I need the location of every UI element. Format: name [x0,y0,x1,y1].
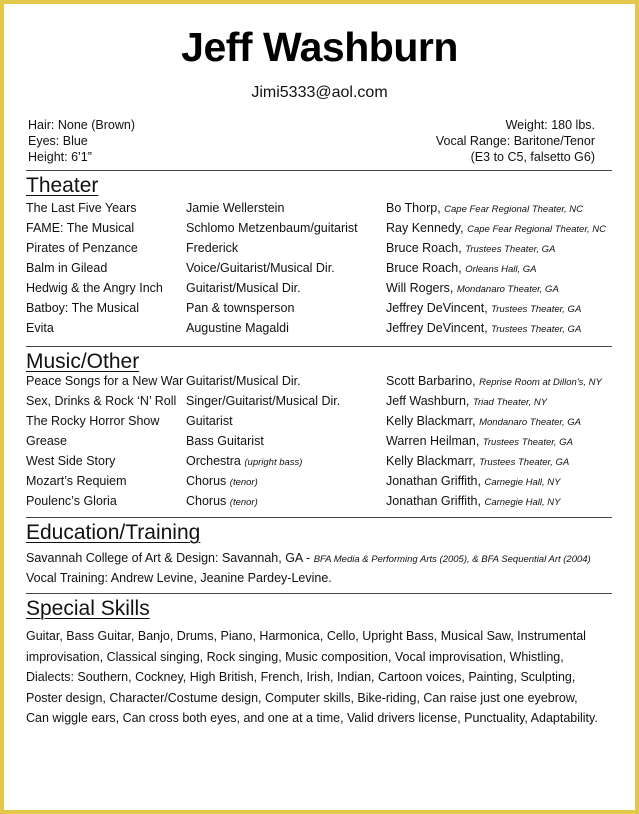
venue-name: Cape Fear Regional Theater, NC [444,204,584,215]
director-cell [386,301,581,315]
director-name: Ray Kennedy, [386,221,464,235]
physical-stats-right [436,117,595,165]
director-cell [386,221,606,235]
show-title: FAME: The Musical [26,221,135,235]
skills-line: improvisation, Classical singing, Rock singing, Music composition, Vocal improvisation, Whistling, [26,649,564,664]
director-cell [386,434,573,448]
role-name: Guitarist/Musical Dir. [186,281,301,295]
skills-list [26,626,612,729]
role-cell [186,201,284,215]
director-name: Bo Thorp, [386,201,441,215]
director-name: Bruce Roach, [386,241,462,255]
role-name: Jamie Wellerstein [186,201,285,215]
skills-line: Poster design, Character/Costume design, Computer skills, Bike-riding, Can raise just one eyebrow, [26,690,578,705]
theater-rule [26,170,612,171]
venue-name: Mondanaro Theater, GA [479,417,582,428]
role-cell [186,374,301,388]
director-name: Kelly Blackmarr, [386,454,476,468]
role-name: Pan & townsperson [186,301,295,315]
role-note: (upright bass) [244,457,303,468]
credit-row [26,321,616,341]
director-cell [386,494,561,508]
venue-name: Trustees Theater, GA [491,304,582,315]
role-cell [186,241,238,255]
education-line-2: Vocal Training: Andrew Levine, Jeanine Pardey-Levine. [26,571,332,585]
director-cell [386,394,547,408]
director-cell [386,201,583,215]
director-cell [386,454,569,468]
education-rule [26,517,612,518]
role-note: (tenor) [229,497,258,508]
vocal-range-detail: (E3 to C5, falsetto G6) [470,150,595,164]
show-title: West Side Story [26,454,116,468]
director-name: Will Rogers, [386,281,454,295]
director-cell [386,374,602,388]
skills-heading: Special Skills [26,597,150,620]
education-heading: Education/Training [26,521,201,544]
music-heading: Music/Other [26,350,140,373]
credit-row [26,454,616,474]
director-name: Bruce Roach, [386,261,462,275]
credit-row [26,494,616,514]
director-name: Jeff Washburn, [386,394,470,408]
role-cell [186,301,294,315]
director-cell [386,261,537,275]
venue-name: Carnegie Hall, NY [484,497,561,508]
show-title: Grease [26,434,67,448]
director-cell [386,321,581,335]
role-name: Schlomo Metzenbaum/guitarist [186,221,358,235]
show-title: Pirates of Penzance [26,241,138,255]
credit-row [26,434,616,454]
director-cell [386,241,555,255]
venue-name: Orleans Hall, GA [465,264,537,275]
credit-row [26,374,616,394]
venue-name: Trustees Theater, GA [479,457,570,468]
role-cell [186,454,302,468]
role-cell [186,494,258,508]
role-name: Singer/Guitarist/Musical Dir. [186,394,341,408]
role-cell [186,261,335,275]
director-name: Scott Barbarino, [386,374,476,388]
credit-row [26,414,616,434]
venue-name: Reprise Room at Dillon's, NY [479,377,602,388]
director-name: Kelly Blackmarr, [386,414,476,428]
credit-row [26,261,616,281]
role-cell [186,434,264,448]
venue-name: Trustees Theater, GA [465,244,556,255]
credit-row [26,221,616,241]
venue-name: Triad Theater, NY [472,397,548,408]
education-line-1 [26,551,591,565]
role-cell [186,221,358,235]
hair-stat: Hair: None (Brown) [28,118,135,132]
eyes-stat: Eyes: Blue [28,134,88,148]
role-cell [186,414,233,428]
role-cell [186,321,289,335]
credit-row [26,281,616,301]
show-title: Balm in Gilead [26,261,108,275]
show-title: Poulenc’s Gloria [26,494,117,508]
skills-line: Guitar, Bass Guitar, Banjo, Drums, Piano, Harmonica, Cello, Upright Bass, Musical Saw, Instrumental [26,629,586,643]
role-name: Bass Guitarist [186,434,264,448]
role-name: Augustine Magaldi [186,321,289,335]
director-name: Warren Heilman, [386,434,480,448]
role-name: Orchestra [186,454,241,468]
venue-name: Mondanaro Theater, GA [456,284,559,295]
role-name: Guitarist [186,414,233,428]
credit-row [26,474,616,494]
show-title: Hedwig & the Angry Inch [26,281,163,295]
music-table [26,374,616,514]
role-name: Chorus [186,494,227,508]
director-name: Jeffrey DeVincent, [386,321,488,335]
role-cell [186,281,301,295]
credit-row [26,394,616,414]
weight-stat: Weight: 180 lbs. [505,118,595,132]
skills-line: Can wiggle ears, Can cross both eyes, and one at a time, Valid drivers license, Punctuality, Adaptability. [26,711,598,726]
venue-name: Cape Fear Regional Theater, NC [467,224,606,235]
role-name: Guitarist/Musical Dir. [186,374,301,388]
director-cell [386,281,559,295]
music-rule [26,346,612,347]
physical-stats-left [28,117,135,165]
show-title: Batboy: The Musical [26,301,140,315]
show-title: Evita [26,321,54,335]
director-name: Jonathan Griffith, [386,474,481,488]
skills-rule [26,593,612,594]
role-name: Chorus [186,474,227,488]
education-degrees: BFA Media & Performing Arts (2005), & BFA Sequential Art (2004) [313,554,591,565]
role-name: Frederick [186,241,239,255]
role-cell [186,474,258,488]
role-name: Voice/Guitarist/Musical Dir. [186,261,335,275]
vocal-range-stat: Vocal Range: Baritone/Tenor [435,134,595,148]
education-school: Savannah College of Art & Design: Savannah, GA - [26,551,311,565]
venue-name: Trustees Theater, GA [491,324,582,335]
director-cell [386,474,561,488]
credit-row [26,241,616,261]
theater-heading: Theater [26,174,99,197]
director-cell [386,414,581,428]
role-note: (tenor) [229,477,258,488]
role-cell [186,394,340,408]
show-title: Mozart’s Requiem [26,474,127,488]
show-title: The Rocky Horror Show [26,414,160,428]
resume-name: Jeff Washburn [181,24,458,70]
skills-line: Dialects: Southern, Cockney, High British, French, Irish, Indian, Cartoon voices, Painting, Sculpting, [26,670,576,685]
show-title: Peace Songs for a New War [26,374,184,388]
venue-name: Trustees Theater, GA [482,437,573,448]
show-title: The Last Five Years [26,201,137,215]
theater-table [26,201,616,341]
credit-row [26,201,616,221]
show-title: Sex, Drinks & Rock ‘N’ Roll [26,394,177,408]
director-name: Jonathan Griffith, [386,494,481,508]
credit-row [26,301,616,321]
venue-name: Carnegie Hall, NY [484,477,561,488]
email-address: Jimi5333@aol.com [251,84,388,101]
director-name: Jeffrey DeVincent, [386,301,488,315]
height-stat: Height: 6’1” [28,150,92,164]
